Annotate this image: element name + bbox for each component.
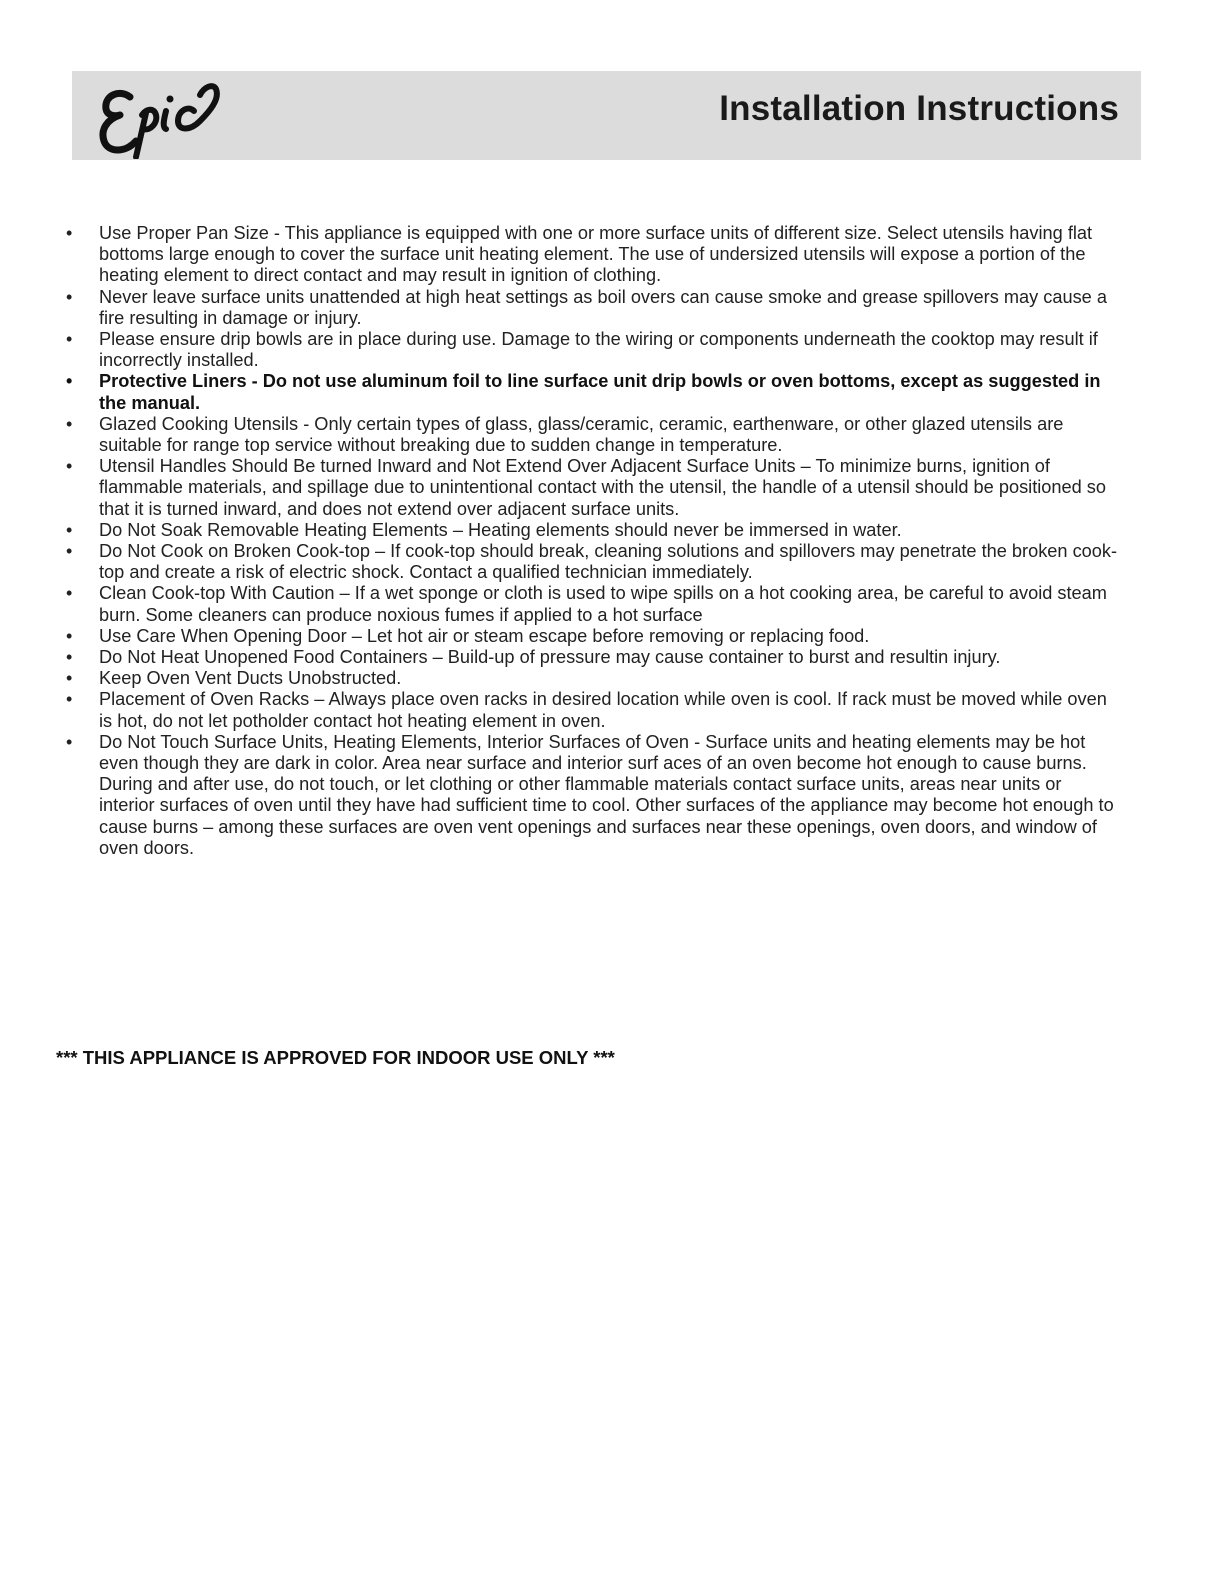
list-item-text: Glazed Cooking Utensils - Only certain types of glass, glass/ceramic, ceramic, earthenware, or other glazed utensils are suitable for range top service without breaking due to sudden change in temperature. <box>99 413 1064 456</box>
bullet-icon: • <box>66 286 73 307</box>
bullet-icon: • <box>66 413 73 434</box>
bullet-icon: • <box>66 731 73 752</box>
list-item <box>60 583 1120 625</box>
bullet-icon: • <box>66 625 73 646</box>
list-item <box>60 668 1120 689</box>
indoor-use-notice: *** THIS APPLIANCE IS APPROVED FOR INDOOR USE ONLY *** <box>56 1047 615 1068</box>
list-item <box>60 223 1120 287</box>
list-item <box>60 647 1120 668</box>
list-item-text: Placement of Oven Racks – Always place oven racks in desired location while oven is cool. If rack must be moved while oven is hot, do not let potholder contact hot heating element in oven. <box>99 689 1107 731</box>
list-item <box>60 626 1120 647</box>
list-item <box>60 732 1120 859</box>
bullet-icon: • <box>66 519 73 540</box>
list-item-text: Protective Liners - Do not use aluminum foil to line surface unit drip bowls or oven bottoms, except as suggested in the manual. <box>99 371 1101 413</box>
page-title: Installation Instructions <box>719 89 1119 128</box>
list-item-text: Use Proper Pan Size - This appliance is equipped with one or more surface units of different size. Select utensils having flat bottoms large enough to cover the surface unit heating element. The use of undersized utensils will expose a portion of the heating element to direct contact and may result in ignition of clothing. <box>99 223 1093 286</box>
list-item <box>60 456 1120 520</box>
list-item-text: Keep Oven Vent Ducts Unobstructed. <box>99 668 402 689</box>
bullet-icon: • <box>66 583 73 604</box>
safety-instructions-list <box>60 223 1120 859</box>
list-item-warning <box>60 371 1120 413</box>
list-item-text: Do Not Soak Removable Heating Elements – Heating elements should never be immersed in water. <box>99 519 902 540</box>
bullet-icon: • <box>66 223 73 243</box>
list-item-text: Do Not Cook on Broken Cook-top – If cook-top should break, cleaning solutions and spillovers may penetrate the broken cook-top and create a risk of electric shock. Contact a qualified technician immediately. <box>99 541 1118 583</box>
list-item-text: Clean Cook-top With Caution – If a wet sponge or cloth is used to wipe spills on a hot cooking area, be careful to avoid steam burn. Some cleaners can produce noxious fumes if applied to a hot surface <box>99 583 1107 625</box>
list-item <box>60 689 1120 731</box>
epic-logo-wordmark <box>96 75 226 159</box>
list-item <box>60 541 1120 583</box>
list-item-text: Please ensure drip bowls are in place during use. Damage to the wiring or components underneath the cooktop may result if incorrectly installed. <box>99 329 1098 371</box>
bullet-icon: • <box>66 329 73 350</box>
bullet-icon: • <box>66 541 73 562</box>
list-item <box>60 520 1120 541</box>
bullet-icon: • <box>66 371 73 392</box>
list-item-text: Utensil Handles Should Be turned Inward and Not Extend Over Adjacent Surface Units – To minimize burns, ignition of flammable materials, and spillage due to unintentional contact with the utensil, the handle of a utensil should be positioned so that it is turned inward, and does not extend over adjacent surface units. <box>99 456 1107 519</box>
list-item <box>60 287 1120 329</box>
list-item-text: Do Not Touch Surface Units, Heating Elements, Interior Surfaces of Oven - Surface units and heating elements may be hot even though they are dark in color. Area near surface and interior surf aces of an oven become hot enough to cause burns. During and after use, do not touch, or let clothing or other flammable materials contact surface units, areas near units or interior surfaces of oven until they have had sufficient time to cool. Other surfaces of the appliance may become hot enough to cause burns – among these surfaces are oven vent openings and surfaces near these openings, oven doors, and window of oven doors. <box>99 731 1114 858</box>
list-item-text: Do Not Heat Unopened Food Containers – Build-up of pressure may cause container to burst and resultin injury. <box>99 647 1001 668</box>
list-item <box>60 329 1120 371</box>
bullet-icon: • <box>66 689 73 710</box>
bullet-icon: • <box>66 668 73 689</box>
epic-logo <box>96 75 226 159</box>
list-item-text: Use Care When Opening Door – Let hot air or steam escape before removing or replacing food. <box>99 625 870 646</box>
bullet-icon: • <box>66 456 73 477</box>
list-item-text: Never leave surface units unattended at high heat settings as boil overs can cause smoke and grease spillovers may cause a fire resulting in damage or injury. <box>99 286 1107 328</box>
list-item <box>60 414 1120 456</box>
bullet-icon: • <box>66 647 73 668</box>
header-bar <box>72 71 1141 160</box>
